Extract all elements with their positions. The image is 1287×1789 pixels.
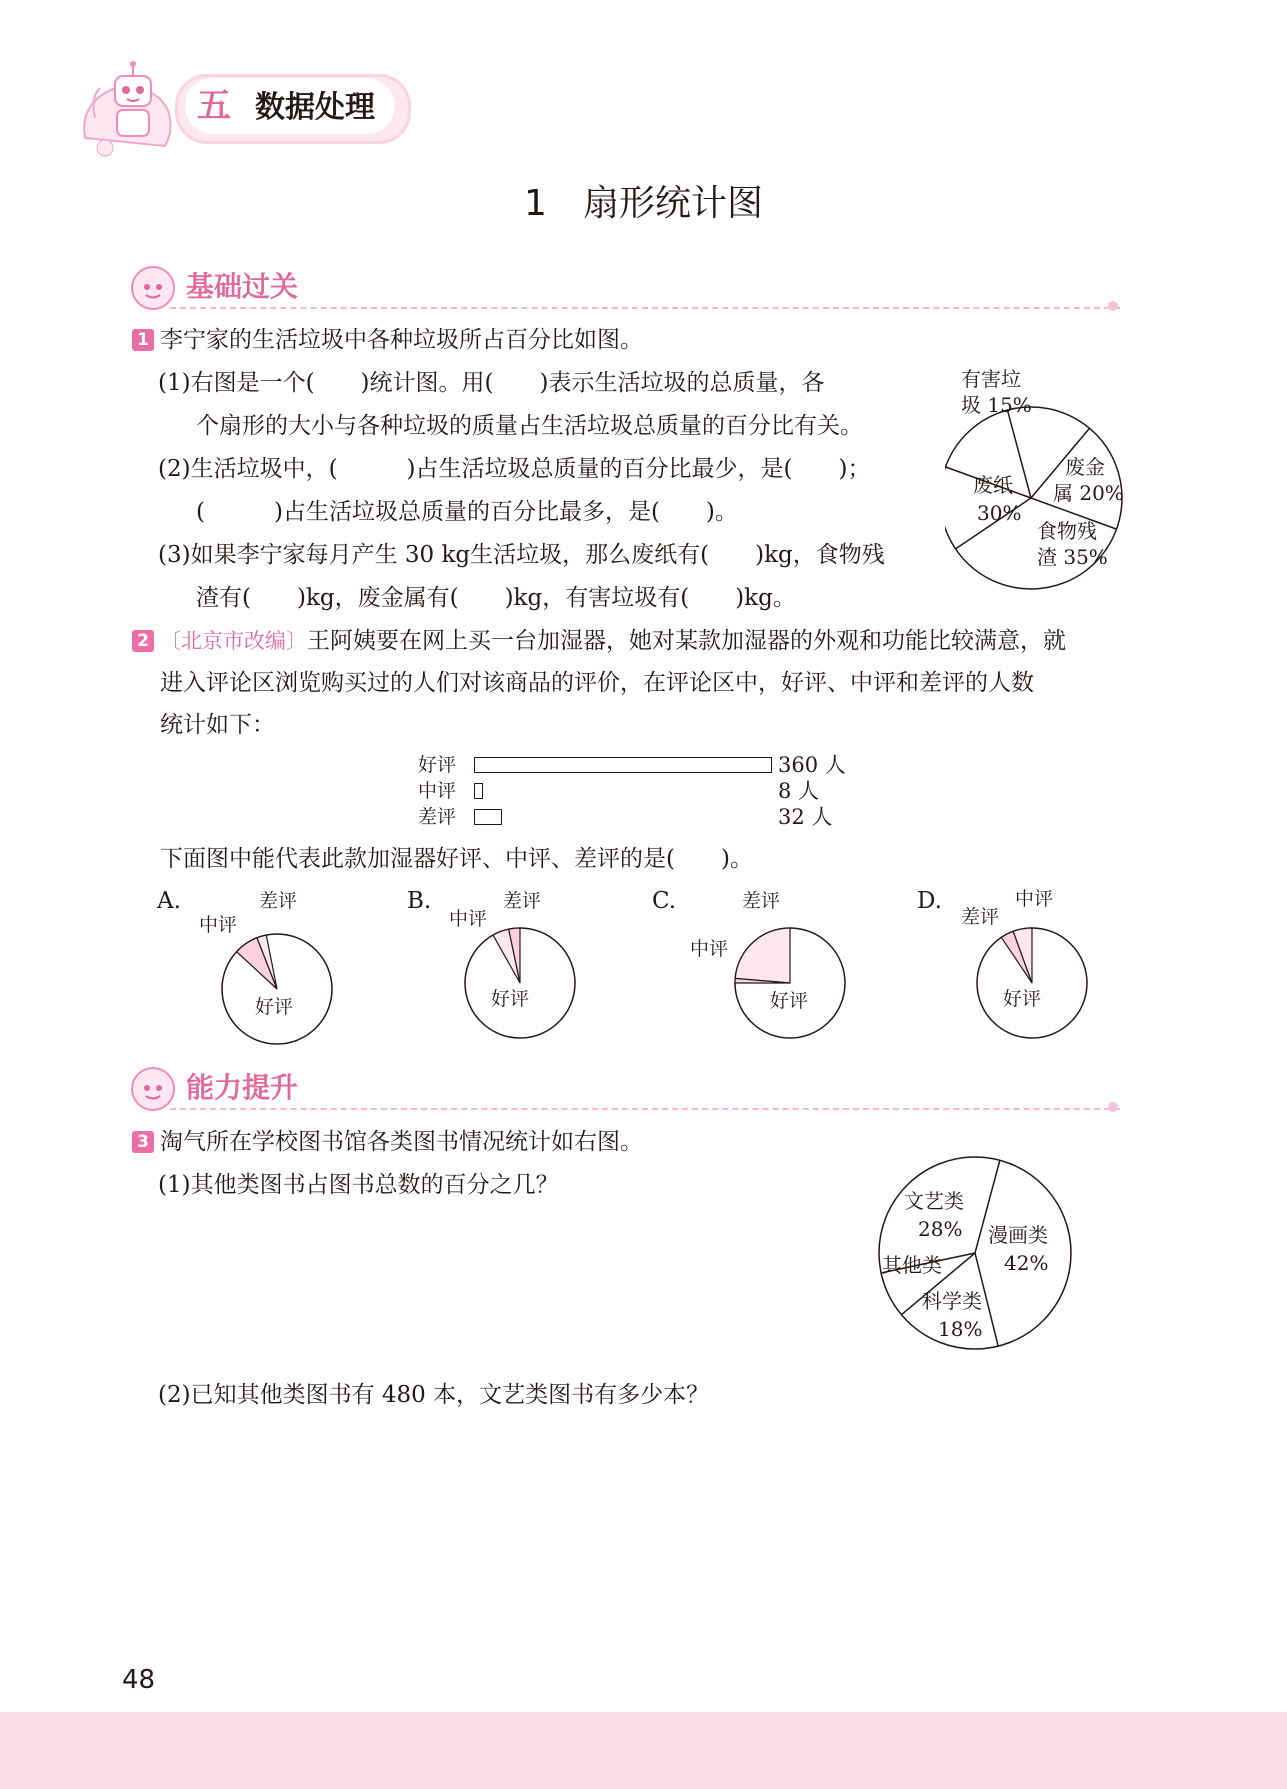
- pie-label-literature-pct: 28%: [918, 1217, 963, 1241]
- q3-number: 3: [132, 1131, 154, 1153]
- option-letter: D.: [917, 888, 942, 914]
- bar-mid: [474, 783, 483, 799]
- option-good-label: 好评: [1003, 988, 1042, 1010]
- bar-category-label: 中评: [418, 780, 457, 802]
- pie-label-science-pct: 18%: [938, 1317, 983, 1341]
- pie-label-paper-pct: 30%: [977, 501, 1022, 525]
- divider-dots-icon: [1108, 1102, 1118, 1112]
- q2-bar-chart: [418, 752, 858, 832]
- bar-value-label: 32 人: [778, 805, 833, 829]
- section-basic-header: [130, 265, 1130, 315]
- q1-part1-line2: 个扇形的大小与各种垃圾的质量占生活垃圾总质量的百分比有关。: [196, 413, 863, 439]
- chapter-header: [75, 58, 415, 158]
- section-mascot-icon: [130, 265, 176, 311]
- pie-label-food: 食物残: [1037, 519, 1097, 543]
- section-advanced-header: [130, 1066, 1130, 1116]
- q2-stem-line2: 进入评论区浏览购买过的人们对该商品的评价，在评论区中，好评、中评和差评的人数: [160, 670, 1034, 696]
- section-divider: [170, 1108, 1120, 1110]
- q1-part2-line1: (2)生活垃圾中，( )占生活垃圾总质量的百分比最少，是( )；: [158, 456, 871, 482]
- option-d[interactable]: [915, 885, 1115, 1045]
- footer-band: [0, 1712, 1287, 1789]
- q3-stem-text: 淘气所在学校图书馆各类图书情况统计如右图。: [160, 1129, 643, 1155]
- section-basic-title: 基础过关: [186, 270, 299, 303]
- pie-label-science: 科学类: [922, 1289, 982, 1313]
- option-good-label: 好评: [255, 996, 294, 1018]
- pie-label-harmful-pct: 圾 15%: [961, 393, 1032, 417]
- q1-part2-line2: ( )占生活垃圾总质量的百分比最多，是( )。: [196, 499, 738, 525]
- bar-value-label: 360 人: [778, 753, 846, 777]
- pie-label-metal-pct: 属 20%: [1053, 481, 1124, 505]
- q1-part3-line1: (3)如果李宁家每月产生 30 kg生活垃圾，那么废纸有( )kg，食物残: [158, 542, 885, 568]
- bar-good: [474, 757, 772, 773]
- lesson-title: 1 扇形统计图: [524, 183, 763, 224]
- pie-label-other: 其他类: [882, 1253, 942, 1277]
- q2-stem-text: 王阿姨要在网上买一台加湿器，她对某款加湿器的外观和功能比较满意，就: [307, 628, 1066, 654]
- bar-bad: [474, 809, 502, 825]
- option-bad-label: 差评: [503, 890, 542, 912]
- pie-label-literature: 文艺类: [904, 1189, 964, 1213]
- option-b[interactable]: [405, 885, 605, 1045]
- chapter-number: 五: [197, 86, 231, 126]
- section-advanced-title: 能力提升: [186, 1071, 299, 1104]
- option-c[interactable]: [650, 885, 860, 1045]
- bar-category-label: 差评: [418, 806, 457, 828]
- option-mid-label: 中评: [449, 908, 488, 930]
- q2-number: 2: [132, 630, 154, 652]
- q3-stem: [132, 1127, 643, 1157]
- divider-dots-icon: [1108, 301, 1118, 311]
- chapter-title: 数据处理: [255, 90, 375, 125]
- option-bad-label: 差评: [961, 906, 1000, 928]
- option-letter: C.: [652, 888, 677, 914]
- q1-pie-labels: [945, 360, 1145, 600]
- pie-label-comic-pct: 42%: [1004, 1251, 1049, 1275]
- q1-part3-line2: 渣有( )kg，废金属有( )kg，有害垃圾有( )kg。: [196, 585, 796, 611]
- option-good-label: 好评: [770, 990, 809, 1012]
- option-bad-label: 差评: [259, 890, 298, 912]
- option-bad-label: 差评: [742, 890, 781, 912]
- bar-row: [418, 752, 858, 778]
- page-number: 48: [122, 1665, 156, 1695]
- option-mid-label: 中评: [199, 914, 238, 936]
- option-mid-label: 中评: [690, 938, 729, 960]
- option-good-label: 好评: [491, 988, 530, 1010]
- pie-label-paper: 废纸: [973, 473, 1013, 497]
- q3-part2: (2)已知其他类图书有 480 本，文艺类图书有多少本？: [158, 1382, 710, 1408]
- pie-label-harmful: 有害垃: [961, 367, 1021, 391]
- pie-label-food-pct: 渣 35%: [1037, 545, 1108, 569]
- bar-category-label: 好评: [418, 754, 457, 776]
- option-letter: B.: [407, 888, 432, 914]
- pie-label-comic: 漫画类: [988, 1223, 1048, 1247]
- bar-value-label: 8 人: [778, 779, 820, 803]
- q3-pie-labels: [870, 1148, 1080, 1358]
- q1-stem: [132, 325, 643, 355]
- option-a[interactable]: [155, 885, 355, 1045]
- section-divider: [170, 307, 1120, 309]
- q3-part1: (1)其他类图书占图书总数的百分之几？: [158, 1172, 559, 1198]
- bar-row: [418, 804, 858, 830]
- q2-source: 〔北京市改编〕: [160, 629, 307, 653]
- section-mascot-icon: [130, 1066, 176, 1112]
- q2-stem-line3: 统计如下：: [160, 712, 275, 738]
- q1-part1-line1: (1)右图是一个( )统计图。用( )表示生活垃圾的总质量，各: [158, 370, 825, 396]
- q2-question: 下面图中能代表此款加湿器好评、中评、差评的是( )。: [160, 846, 753, 872]
- option-letter: A.: [157, 888, 181, 914]
- bar-row: [418, 778, 858, 804]
- q1-number: 1: [132, 329, 154, 351]
- option-a-pie: [155, 885, 355, 1045]
- option-mid-label: 中评: [1015, 888, 1054, 910]
- q1-stem-text: 李宁家的生活垃圾中各种垃圾所占百分比如图。: [160, 327, 643, 353]
- pie-label-metal: 废金: [1065, 455, 1105, 479]
- q2-stem-line1: [132, 626, 1066, 656]
